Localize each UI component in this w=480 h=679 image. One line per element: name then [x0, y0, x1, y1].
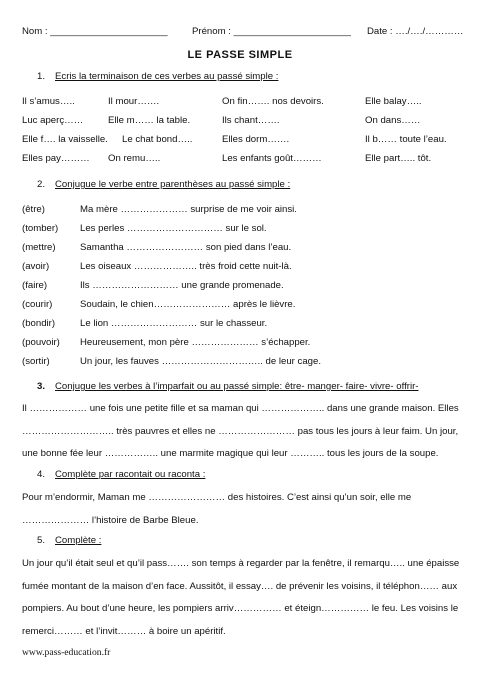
s2-sentence: Soudain, le chien…………………… après le lièvre.	[80, 299, 296, 310]
section1-title: Ecris la terminaison de ces verbes au passé simple :	[55, 71, 279, 82]
s2-sentence: Les oiseaux ……………….. très froid cette nuit-là.	[80, 261, 292, 272]
s1-cell: Il b…… toute l’eau.	[365, 134, 447, 145]
s1-cell: On remu…..	[108, 153, 161, 164]
section4-heading	[37, 469, 205, 480]
section4-text: Pour m’endormir, Maman me …………………… des histoires. C’est ainsi qu’un soir, elle me ………………… l’histoire de Barbe Bleue.	[22, 492, 412, 526]
s2-verb: (pouvoir)	[22, 337, 60, 348]
s1-cell: Il s’amus…..	[22, 96, 75, 107]
section1-number: 1.	[37, 71, 46, 82]
section2-title: Conjugue le verbe entre parenthèses au passé simple :	[55, 179, 291, 190]
nom-field: Nom : ______________________	[22, 26, 168, 37]
s1-cell: Elle f…. la vaisselle.	[22, 134, 108, 145]
section3-heading	[37, 381, 418, 392]
s2-verb: (courir)	[22, 299, 53, 310]
s2-verb: (tomber)	[22, 223, 59, 234]
s2-sentence: Ils ……………………… une grande promenade.	[80, 280, 284, 291]
s1-cell: Ils chant…….	[222, 115, 280, 126]
s2-sentence: Les perles ………………………… sur le sol.	[80, 223, 267, 234]
s1-cell: Le chat bond…..	[122, 134, 193, 145]
s2-verb: (sortir)	[22, 356, 50, 367]
s1-cell: Elle balay…..	[365, 96, 422, 107]
section2-heading	[37, 179, 290, 190]
section5-number: 5.	[37, 535, 46, 546]
s2-verb: (être)	[22, 204, 45, 215]
s1-cell: Elle part….. tôt.	[365, 153, 432, 164]
section3-text: Il ……………… une fois une petite fille et sa maman qui ……………….. dans une grande maison. Elles ……………………….. très pauvres et elles ne …………………… pas tous les jours à leur faim. Un jour, une bonne fée leur …………….. une marmite magique qui leur ……….. tous les jours de la soupe.	[22, 403, 459, 460]
s2-sentence: Heureusement, mon père ………………… s’échapper.	[80, 337, 311, 348]
s1-cell: On dans……	[365, 115, 421, 126]
section5-text: Un jour qu’il était seul et qu’il pass……. son temps à regarder par la fenêtre, il remarqu….. une épaisse fumée montant de la maison d’en face. Aussitôt, il essay…. de prévenir les voisins, il téléphon…… aux pompiers. Au bout d’une heure, les pompiers arriv…………… et éteign…………… le feu. Les voisins le remerci……… et l’invit……… à boire un apéritif.	[22, 558, 460, 637]
s1-cell: Luc aperç……	[22, 115, 84, 126]
s1-cell: Elles pay………	[22, 153, 90, 164]
section3-title: Conjugue les verbes à l’imparfait ou au passé simple: être- manger- faire- vivre- offrir-	[55, 381, 419, 392]
s1-cell: On fin……. nos devoirs.	[222, 96, 324, 107]
s1-cell: Il mour…….	[108, 96, 160, 107]
footer-url: www.pass-education.fr	[22, 647, 111, 658]
page-title: LE PASSE SIMPLE	[187, 49, 293, 61]
s2-verb: (faire)	[22, 280, 48, 291]
section4-number: 4.	[37, 469, 46, 480]
s2-sentence: Un jour, les fauves ………………………….. de leur cage.	[80, 356, 321, 367]
s2-sentence: Le lion ……………………… sur le chasseur.	[80, 318, 268, 329]
date-field: Date : …./…./…………	[367, 26, 464, 37]
prenom-field: Prénom : ______________________	[192, 26, 351, 37]
section5-heading	[37, 535, 101, 546]
s1-cell: Les enfants goût………	[222, 153, 322, 164]
s1-cell: Elle m…… la table.	[108, 115, 191, 126]
section2-number: 2.	[37, 179, 46, 190]
s2-verb: (bondir)	[22, 318, 56, 329]
section1-heading	[37, 71, 278, 82]
section4-title: Complète par racontait ou raconta :	[55, 469, 206, 480]
s1-cell: Elles dorm…….	[222, 134, 290, 145]
s2-verb: (mettre)	[22, 242, 56, 253]
s2-sentence: Samantha …………………… son pied dans l’eau.	[80, 242, 292, 253]
section3-number: 3.	[37, 381, 46, 392]
s2-sentence: Ma mère ………………… surprise de me voir ainsi.	[80, 204, 297, 215]
section5-title: Complète :	[55, 535, 102, 546]
s2-verb: (avoir)	[22, 261, 50, 272]
